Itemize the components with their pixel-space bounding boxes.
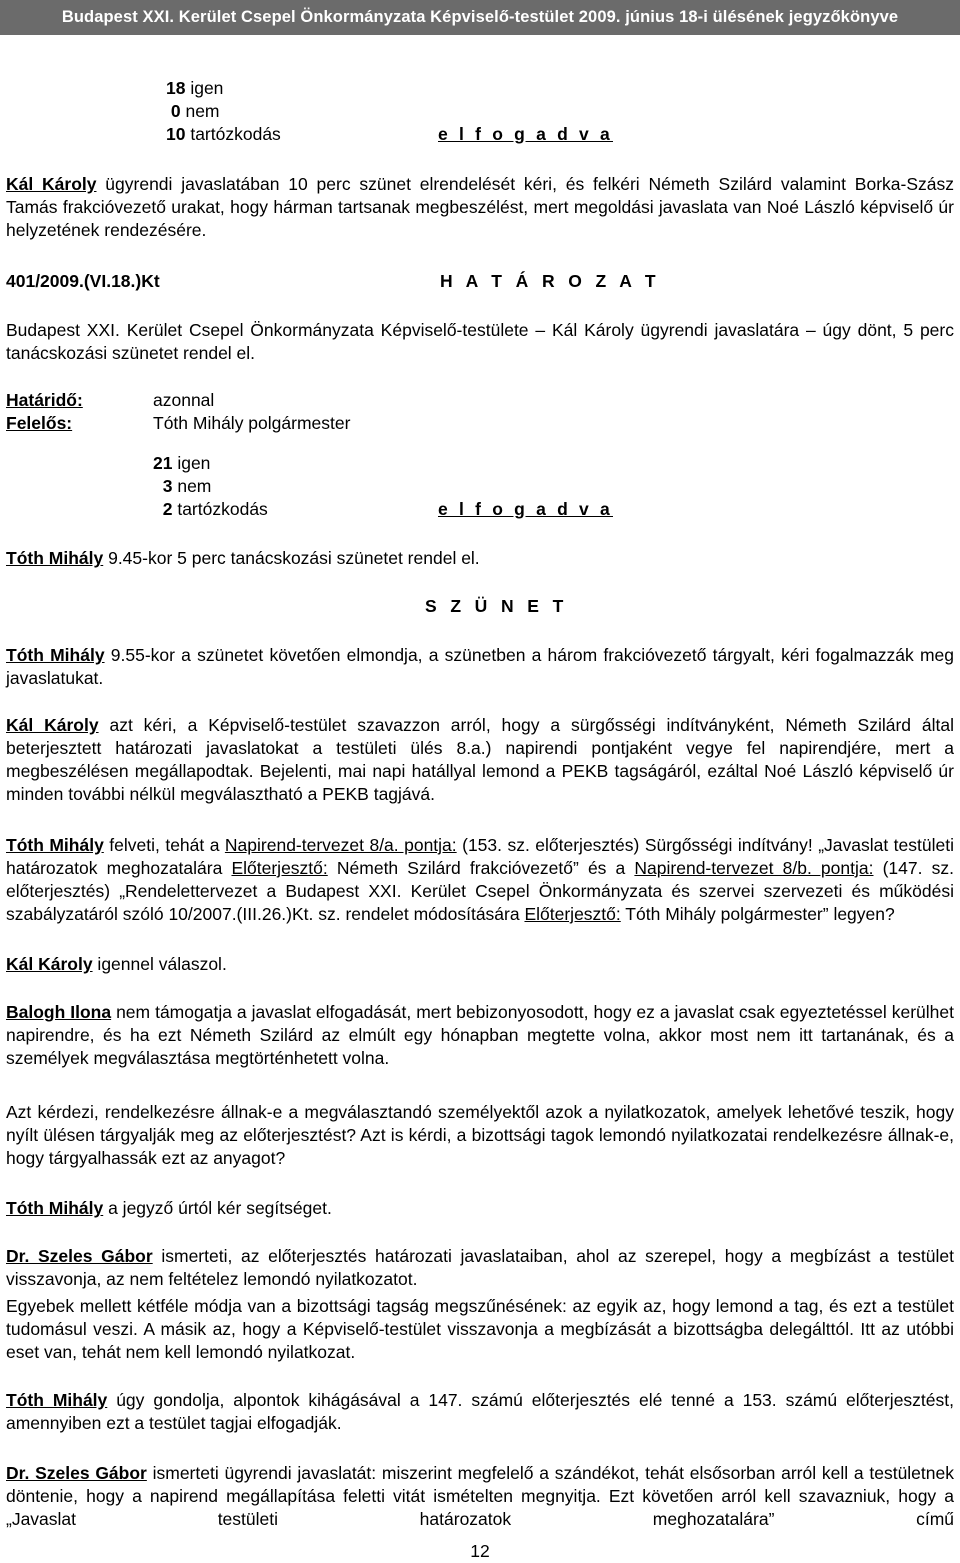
speaker-name: Tóth Mihály (6, 645, 105, 665)
vote-no: 3 nem (153, 476, 212, 496)
vote-result-2: e l f o g a d v a (438, 499, 613, 519)
resolution-number: 401/2009.(VI.18.)Kt (6, 271, 160, 291)
paragraph-text: igennel válaszol. (92, 954, 227, 974)
paragraph-toth-4 (6, 1197, 954, 1220)
paragraph-szeles-2: Egyebek mellett kétféle módja van a bizottsági tagság megszűnésének: az egyik az, hogy lemond a tag, és ezt a testület tudomásul veszi. A másik az, hogy a Képviselő-testület visszavonja a megbízását a bizottságba delegálttól. Itt az utóbbi eset van, tehát nem kell lemondó nyilatkozat. (6, 1296, 954, 1362)
vote-block-1 (166, 77, 281, 146)
speaker-name: Tóth Mihály (6, 1390, 108, 1410)
page-number: 12 (470, 1541, 490, 1561)
presenter-label: Előterjesztő: (231, 858, 328, 878)
deadline-label: Határidő: (6, 390, 83, 410)
deadline-value: azonnal (153, 390, 215, 410)
speaker-name: Tóth Mihály (6, 835, 104, 855)
paragraph-toth-2 (6, 644, 954, 690)
vote-abstain: 2 tartózkodás (153, 499, 268, 519)
speaker-name: Kál Károly (6, 174, 97, 194)
vote-yes: 18 igen (166, 78, 224, 98)
paragraph-szeles-3 (6, 1462, 954, 1531)
speaker-name: Kál Károly (6, 954, 93, 974)
speaker-name: Tóth Mihály (6, 548, 104, 568)
paragraph-text: ismerteti ügyrendi javaslatát: miszerint megfelelő a szándékot, tehát elsősorban arról kell a testületnek döntenie, hogy a napirend megállapítása feletti vitát ismételten megnyitja. Ezt követően arról kell szavazniuk, hogy a „Javaslat testületi határozatok meghozatalára” című (6, 1463, 954, 1529)
paragraph-text: ügyrendi javaslatában 10 perc szünet elrendelését kéri, és felkéri Németh Szilárd valamint Borka-Szász Tamás frakcióvezető urakat, hogy hárman tartsanak megbeszélést, mert megoldási javaslata van Noé László képviselő úr helyzetének rendezésére. (6, 174, 954, 240)
paragraph-text: a jegyző úrtól kér segítséget. (103, 1198, 332, 1218)
paragraph-text: (147. sz. előterjesztés) „Rendelettervezet a Budapest XXI. Kerület Csepel Önkormányzata és szervei szervezeti és működési szabályzatáról szóló 10/2007.(III.26.)Kt. sz. rendelet módosítására (6, 858, 954, 924)
resolution-heading: H A T Á R O Z A T (440, 271, 660, 291)
paragraph-text: 9.55-kor a szünetet követően elmondja, a szünetben a három frakcióvezető tárgyalt, kéri fogalmazzák meg javaslatukat. (6, 645, 954, 688)
speaker-name: Balogh Ilona (6, 1002, 112, 1022)
speaker-name: Kál Károly (6, 715, 99, 735)
vote-no: 0 nem (166, 101, 220, 121)
responsible-value: Tóth Mihály polgármester (153, 413, 351, 433)
responsible-label: Felelős: (6, 413, 73, 433)
paragraph-text: felveti, tehát a (103, 835, 225, 855)
speaker-name: Dr. Szeles Gábor (6, 1463, 147, 1483)
paragraph-text: 9.45-kor 5 perc tanácskozási szünetet rendel el. (103, 548, 480, 568)
speaker-name: Tóth Mihály (6, 1198, 104, 1218)
vote-block-2 (153, 452, 268, 521)
paragraph-text: Tóth Mihály polgármester” legyen? (620, 904, 895, 924)
resolution-text: Budapest XXI. Kerület Csepel Önkormányzata Képviselő-testülete – Kál Károly ügyrendi javaslatára – úgy dönt, 5 perc tanácskozási szünetet rendel el. (6, 320, 954, 363)
paragraph-text: (153. sz. előterjesztés) Sürgősségi indítvány! „Javaslat testületi határozatok meghozatalára (6, 835, 954, 878)
paragraph-kal-2 (6, 714, 954, 806)
agenda-link-8a: Napirend-tervezet 8/a. pontja: (224, 835, 457, 855)
paragraph-szeles-1 (6, 1245, 954, 1291)
agenda-link-8b: Napirend-tervezet 8/b. pontja: (634, 858, 874, 878)
paragraph-text: azt kéri, a Képviselő-testület szavazzon arról, hogy a sürgősségi indítványként, Németh Szilárd által beterjesztett határozati javaslatokat a testületi ülés 8.a.) napirendi pontjaként vegye fel napirendjére, mert a megbeszélésen megállapodtak. Bejelenti, mai napi hatállyal lemond a PEKB tagságáról, ezáltal Noé László képviselő úr minden további nélkül megválasztható a PEKB tagjává. (6, 715, 954, 804)
speaker-name: Dr. Szeles Gábor (6, 1246, 153, 1266)
vote-yes: 21 igen (153, 453, 211, 473)
paragraph-kal-3 (6, 953, 954, 976)
paragraph-balogh (6, 1001, 954, 1070)
paragraph-kal-1 (6, 173, 954, 242)
vote-abstain: 10 tartózkodás (166, 124, 281, 144)
presenter-label: Előterjesztő: (524, 904, 621, 924)
paragraph-toth-5 (6, 1389, 954, 1435)
vote-result-1: e l f o g a d v a (438, 124, 613, 144)
paragraph-text: nem támogatja a javaslat elfogadását, mert bebizonyosodott, hogy ez a javaslat csak egyeztetéssel kerülhet napirendre, és ha ezt Németh Szilárd az elmúlt egy hónapban megtette volna, akkor most nem itt tartanának, és a személyek megválasztása megtörténhetett volna. (6, 1002, 955, 1068)
paragraph-text: úgy gondolja, alpontok kihágásával a 147. számú előterjesztés elé tenné a 153. számú előterjesztést, amennyiben ezt a testület tagjai elfogadják. (6, 1390, 954, 1433)
paragraph-text: ismerteti, az előterjesztés határozati javaslataiban, ahol az szerepel, hogy a megbízást a testület visszavonja, az nem feltételez lemondó nyilatkozatot. (6, 1246, 954, 1289)
paragraph-toth-1 (6, 547, 954, 570)
break-heading: S Z Ü N E T (425, 596, 568, 616)
paragraph-toth-3 (6, 834, 954, 926)
document-header: Budapest XXI. Kerület Csepel Önkormányzata Képviselő-testület 2009. június 18-i ülésének jegyzőkönyve (0, 0, 960, 35)
paragraph-balogh-2: Azt kérdezi, rendelkezésre állnak-e a megválasztandó személyektől azok a nyilatkozatok, amelyek lehetővé teszik, hogy nyílt ülésen tárgyalják meg az előterjesztést? Azt is kérdi, a bizottsági tagok lemondó nyilatkozatai rendelkezésre állnak-e, hogy tárgyalhassák ezt az anyagot? (6, 1102, 954, 1168)
paragraph-text: Németh Szilárd frakcióvezető” és a (327, 858, 635, 878)
